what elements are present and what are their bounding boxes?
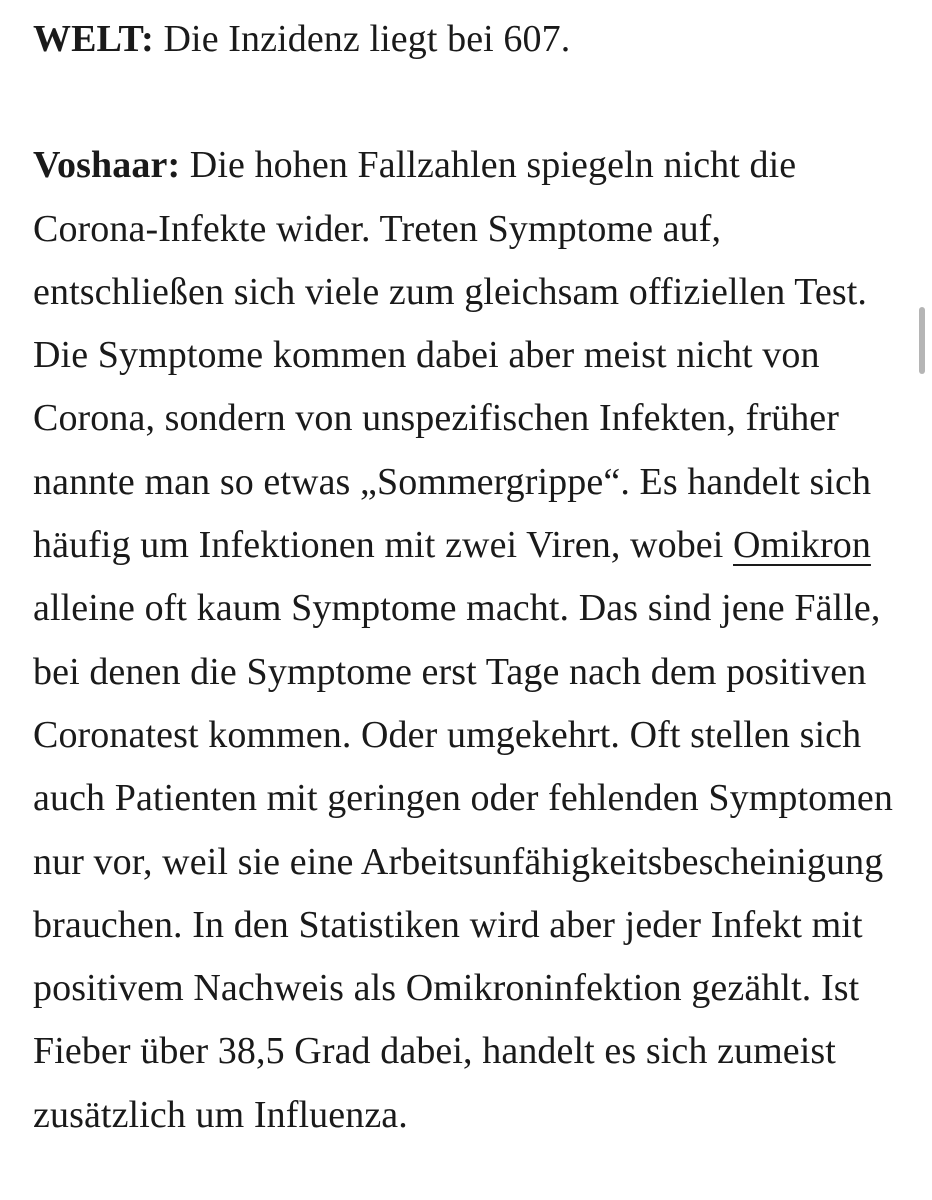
paragraph-spacer bbox=[33, 71, 913, 134]
speaker-label: Voshaar: bbox=[33, 144, 181, 187]
scrollbar-thumb[interactable] bbox=[919, 307, 925, 374]
paragraph-voshaar-answer bbox=[33, 134, 913, 1147]
article-body bbox=[33, 8, 913, 1147]
paragraph-welt-question bbox=[33, 8, 913, 71]
paragraph-text: Die hohen Fallzahlen spiegeln nicht die Corona-Infekte wider. Treten Symptome auf, entschließen sich viele zum gleichsam offiziellen Test. Die Symptome kommen dabei aber meist nicht von Corona, sondern von unspezifischen Infekten, früher nannte man so etwas „Sommergrippe“. Es handelt sich häufig um Infektionen mit zwei Viren, wobei bbox=[33, 144, 872, 567]
speaker-label: WELT: bbox=[33, 18, 154, 60]
paragraph-text: alleine oft kaum Symptome macht. Das sind jene Fälle, bei denen die Symptome erst Tage nach dem positiven Coronatest kommen. Oder umgekehrt. Oft stellen sich auch Patienten mit geringen oder fehlenden Symptomen nur vor, weil sie eine Arbeitsunfähigkeitsbescheinigung brauchen. In den Statistiken wird aber jeder Infekt mit positivem Nachweis als Omikroninfektion gezählt. Ist Fieber über 38,5 Grad dabei, handelt es sich zumeist zusätzlich um Influenza. bbox=[33, 587, 893, 1136]
paragraph-text: Die Inzidenz liegt bei 607. bbox=[153, 18, 571, 60]
omikron-link[interactable]: Omikron bbox=[733, 524, 871, 567]
